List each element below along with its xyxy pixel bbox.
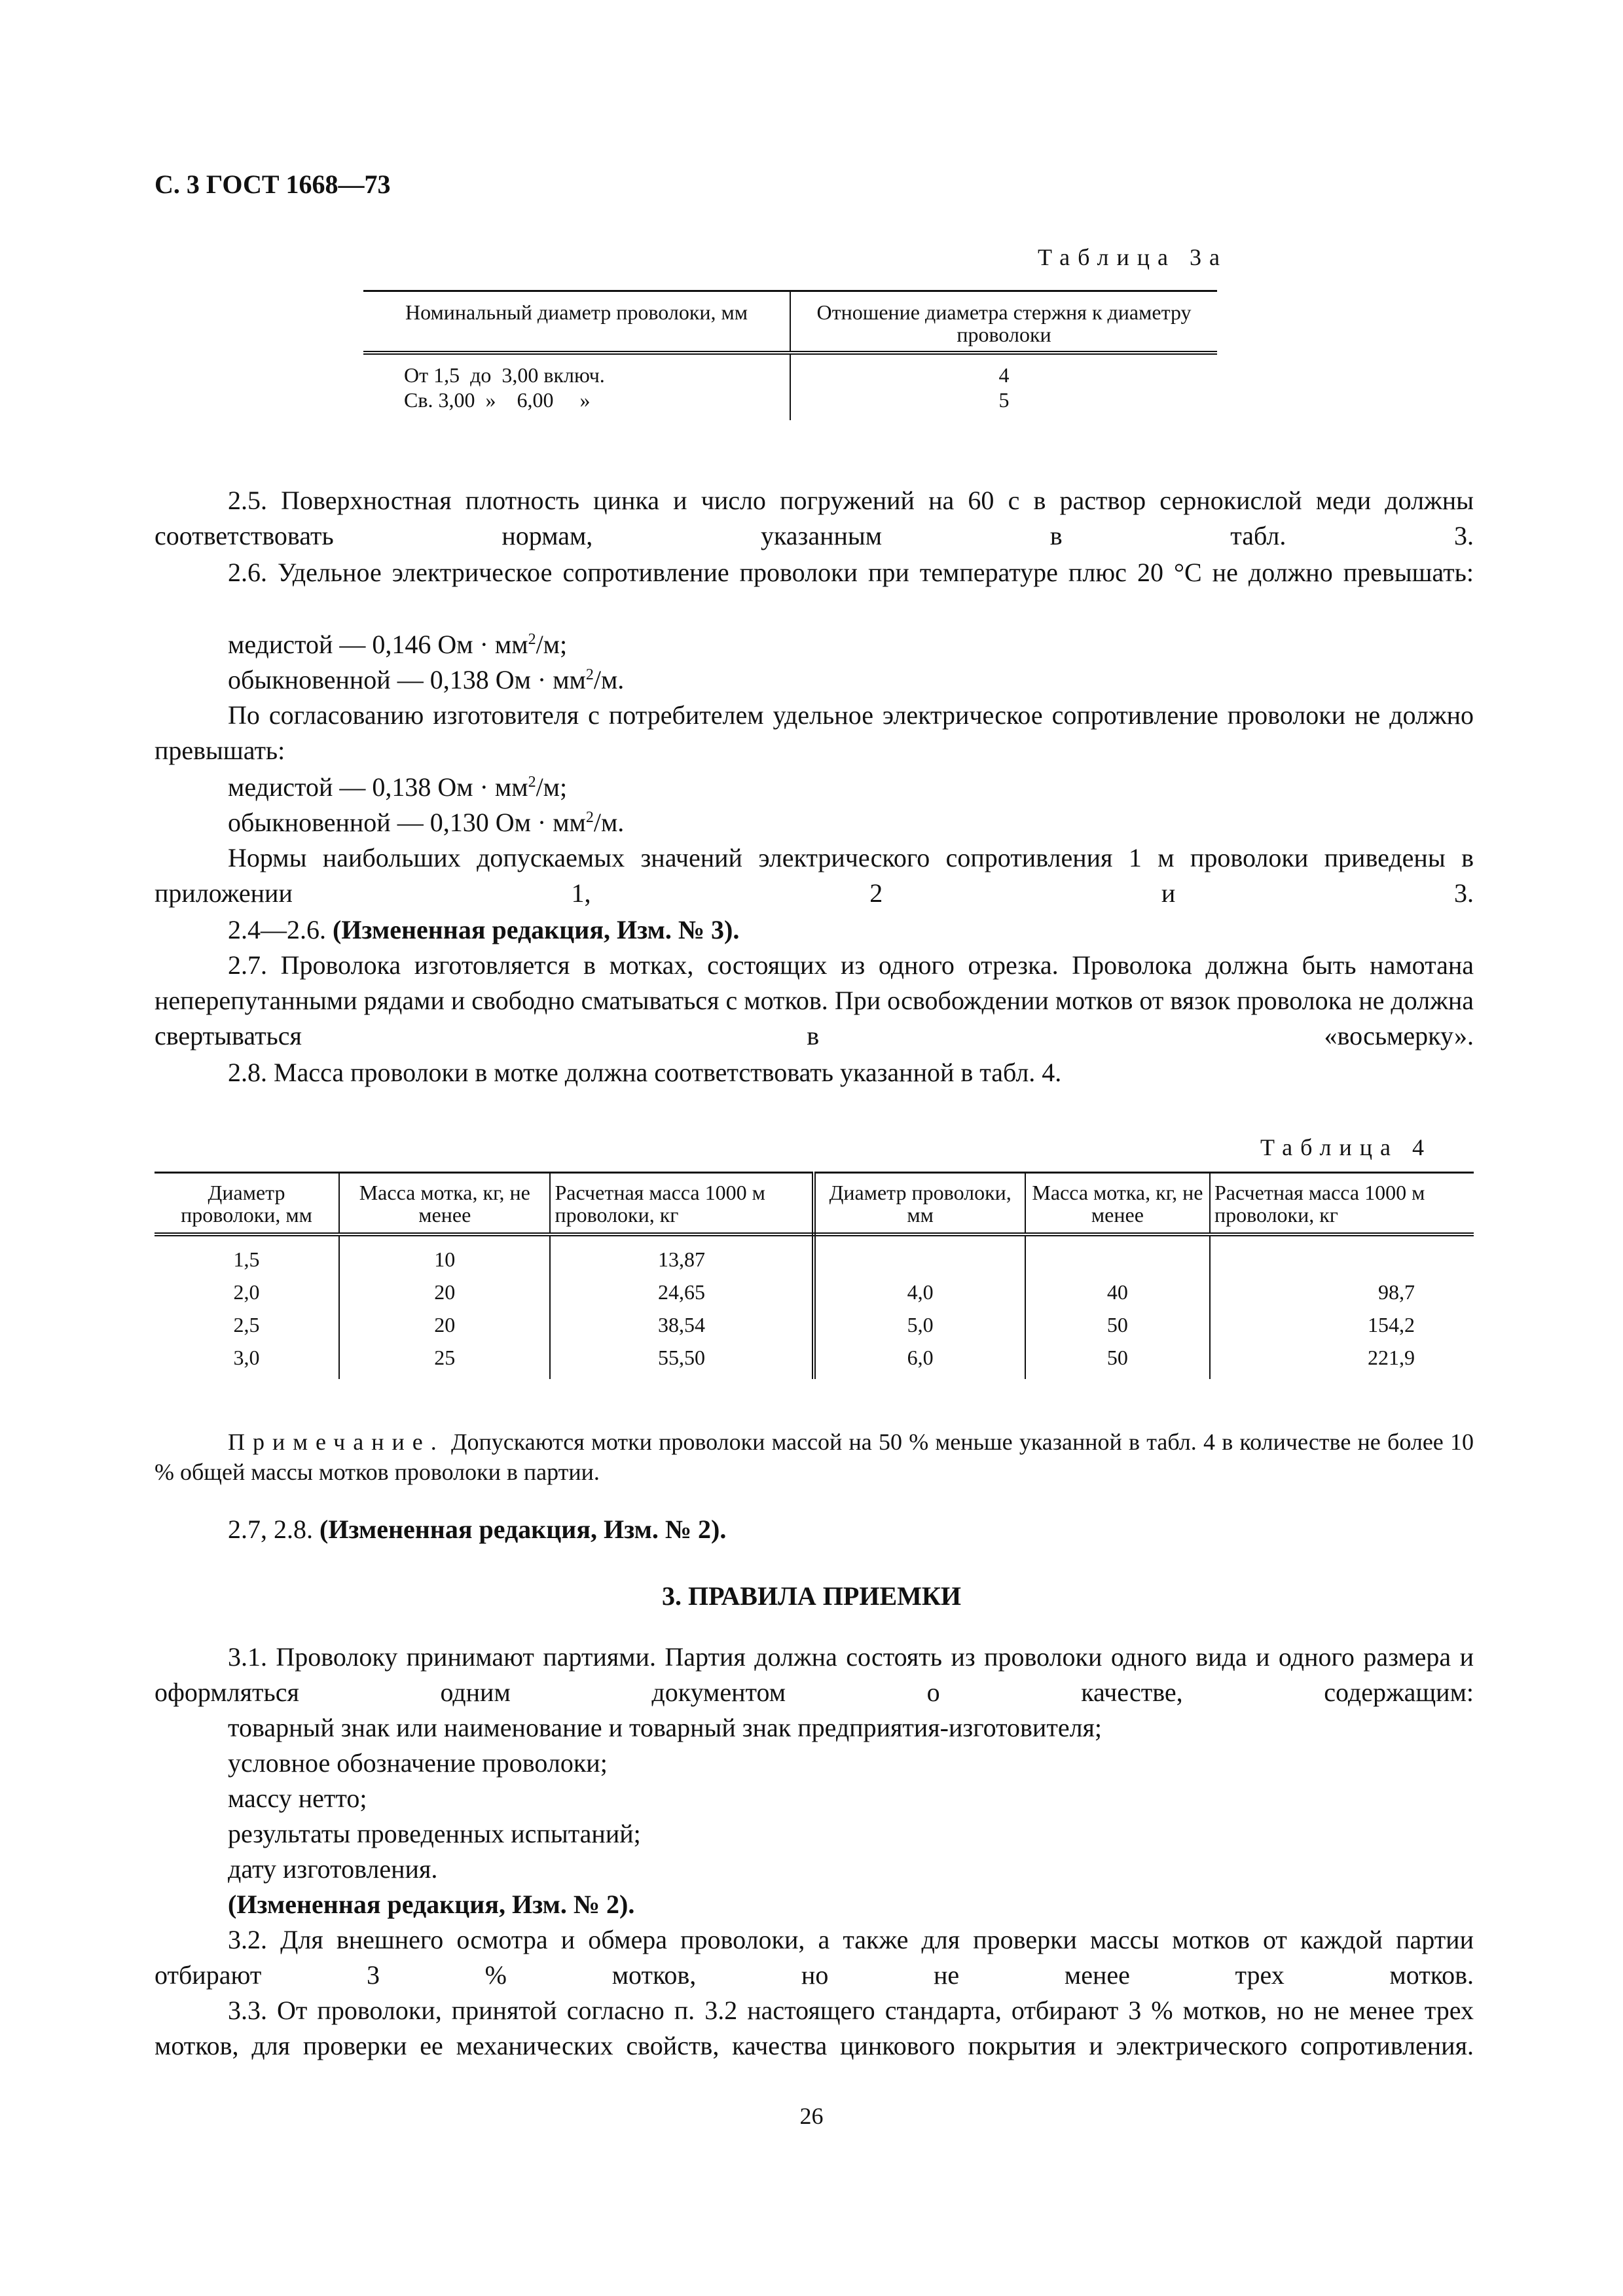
table-row	[155, 1234, 1474, 1276]
paragraph-2-5: 2.5. Поверхностная плотность цинка и число погружений на 60 с в раствор сернокислой меди должны соответствовать нормам, указанным в табл. 3.	[155, 486, 1474, 550]
table-3a-cell: 4 5	[998, 363, 1010, 412]
paragraph-2-6-norms: Нормы наибольших допускаемых значений электрического сопротивления 1 м проволоки приведены в приложении 1, 2 и 3.	[155, 843, 1474, 908]
table-cell: 1,5	[155, 1234, 339, 1276]
table-cell	[1025, 1234, 1210, 1276]
paragraph-3-3: 3.3. От проволоки, принятой согласно п. 3.2 настоящего стандарта, отбирают 3 % мотков, но не менее трех мотков, для проверки ее механических свойств, качества цинкового покрытия и электрического сопротивления.	[155, 1996, 1474, 2060]
table-4-header: Расчетная масса 1000 м проволоки, кг	[550, 1173, 814, 1235]
table-cell	[1210, 1234, 1474, 1276]
paragraph-3-2: 3.2. Для внешнего осмотра и обмера проволоки, а также для проверки массы мотков от каждой партии отбирают 3 % мотков, но не менее трех мотков.	[155, 1925, 1474, 1990]
resistivity-copper-agreed: медистой — 0,138 Ом · $мм^2/м$;	[228, 772, 568, 802]
list-item: дату изготовления.	[228, 1854, 438, 1884]
table-cell: 24,65	[550, 1276, 814, 1308]
table-row	[155, 1341, 1474, 1379]
table-cell: 55,50	[550, 1341, 814, 1379]
table-cell: 2,0	[155, 1276, 339, 1308]
page-header: С. 3 ГОСТ 1668—73	[155, 170, 391, 199]
table-cell: 4,0	[814, 1276, 1025, 1308]
table-cell: 25	[339, 1341, 550, 1379]
resistivity-ordinary-agreed: обыкновенной — 0,130 Ом · $мм^2/м$.	[228, 808, 625, 837]
paragraph-2-6-agreement: По согласованию изготовителя с потребителем удельное электрическое сопротивление проволоки не должно превышать:	[155, 700, 1474, 765]
table-cell: 5,0	[814, 1308, 1025, 1341]
table-3a-header-diameter: Номинальный диаметр проволоки, мм	[363, 291, 790, 353]
paragraph-3-1: 3.1. Проволоку принимают партиями. Партия должна состоять из проволоки одного вида и одного размера и оформляться одним документом о качестве, содержащим:	[155, 1642, 1474, 1707]
table-3a-header-ratio: Отношение диаметра стержня к диаметру проволоки	[790, 291, 1217, 353]
table-3a	[363, 290, 1217, 420]
table-cell: 40	[1025, 1276, 1210, 1308]
list-item: товарный знак или наименование и товарный знак предприятия-изготовителя;	[228, 1713, 1103, 1742]
paragraph-2-7: 2.7. Проволока изготовляется в мотках, состоящих из одного отрезка. Проволока должна быть намотана неперепутанными рядами и свободно сматываться с мотков. При освобождении мотков от вязок проволока не должна свертываться в «восьмерку».	[155, 950, 1474, 1050]
table-4-header: Диаметр проволоки, мм	[814, 1173, 1025, 1235]
table-cell: 38,54	[550, 1308, 814, 1341]
table-4-header: Диаметр проволоки, мм	[155, 1173, 339, 1235]
table-4-note: Примечание. Допускаются мотки проволоки массой на 50 % меньше указанной в табл. 4 в количестве не более 10 % общей массы мотков проволоки в партии.	[155, 1429, 1474, 1485]
list-item: условное обозначение проволоки;	[228, 1748, 608, 1778]
table-row	[363, 353, 1217, 420]
table-cell: 10	[339, 1234, 550, 1276]
list-item: результаты проведенных испытаний;	[228, 1819, 641, 1848]
resistivity-ordinary: обыкновенной — 0,138 Ом · $мм^2/м$.	[228, 665, 625, 694]
table-4-caption: Таблица 4	[1260, 1134, 1432, 1160]
table-cell: 20	[339, 1308, 550, 1341]
table-cell: 20	[339, 1276, 550, 1308]
table-cell: 50	[1025, 1308, 1210, 1341]
table-row	[155, 1308, 1474, 1341]
list-item: массу нетто;	[228, 1784, 367, 1813]
table-4-header: Расчетная масса 1000 м проволоки, кг	[1210, 1173, 1474, 1235]
table-cell: 221,9	[1368, 1346, 1415, 1369]
paragraph-2-8: 2.8. Масса проволоки в мотке должна соответствовать указанной в табл. 4.	[228, 1058, 1062, 1087]
revision-note-3-1: (Измененная редакция, Изм. № 2).	[228, 1890, 635, 1919]
table-cell: 13,87	[550, 1234, 814, 1276]
table-4-header: Масса мотка, кг, не менее	[1025, 1173, 1210, 1235]
revision-note-2-7: 2.7, 2.8. (Измененная редакция, Изм. № 2).	[228, 1515, 727, 1544]
table-cell: 3,0	[155, 1341, 339, 1379]
table-cell	[814, 1234, 1025, 1276]
table-cell: 50	[1025, 1341, 1210, 1379]
table-cell: 6,0	[814, 1341, 1025, 1379]
page-number: 26	[799, 2103, 824, 2129]
resistivity-copper: медистой — 0,146 Ом · $мм^2/м$;	[228, 630, 568, 659]
section-3-title: 3. ПРАВИЛА ПРИЕМКИ	[661, 1581, 961, 1611]
table-3a-caption: Таблица 3а	[1038, 244, 1228, 270]
table-3a-cell: От 1,5 до 3,00 включ. Св. 3,00 » 6,00 »	[363, 353, 790, 420]
revision-note-2-4: 2.4—2.6. (Измененная редакция, Изм. № 3).	[228, 915, 740, 944]
table-row	[155, 1276, 1474, 1308]
table-4	[155, 1172, 1474, 1379]
table-cell: 154,2	[1368, 1313, 1415, 1336]
table-cell: 2,5	[155, 1308, 339, 1341]
table-cell: 98,7	[1378, 1280, 1415, 1304]
table-4-header: Масса мотка, кг, не менее	[339, 1173, 550, 1235]
paragraph-2-6: 2.6. Удельное электрическое сопротивление проволоки при температуре плюс 20 °С не должно превышать:	[228, 558, 1474, 587]
